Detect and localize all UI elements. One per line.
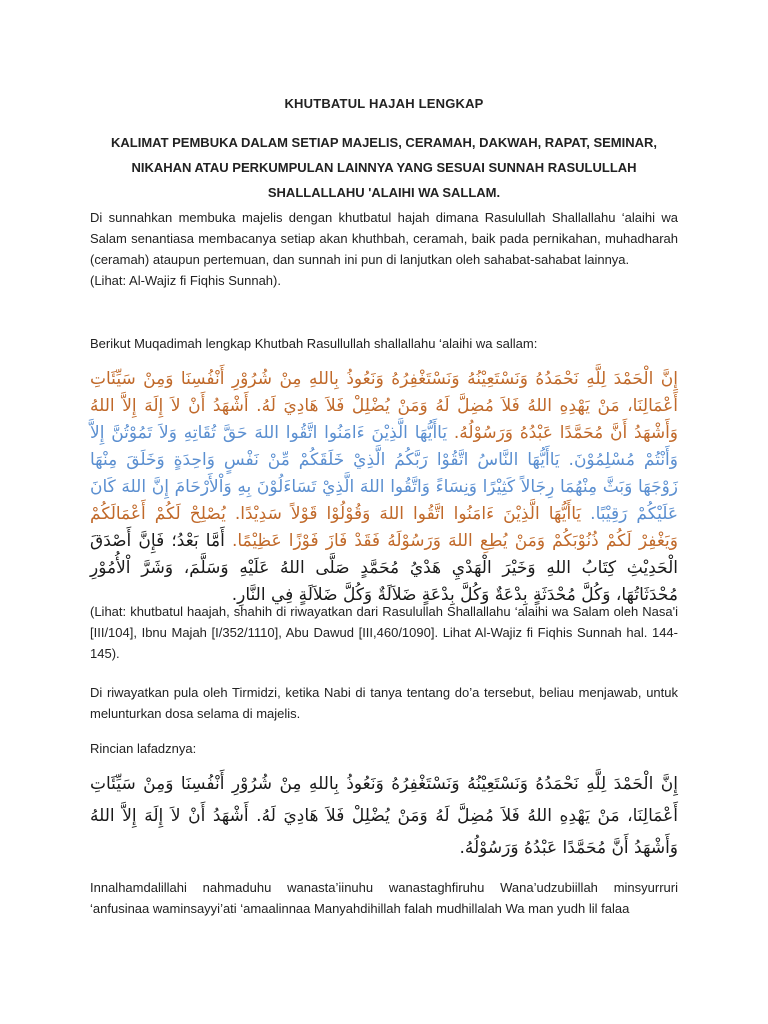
intro-paragraph	[90, 207, 678, 291]
subtitle-line: KALIMAT PEMBUKA DALAM SETIAP MAJELIS, CERAMAH, DAKWAH, RAPAT, SEMINAR,	[111, 135, 657, 150]
arabic-segment-verses: يَاأَيُّهَا الَّذِيْنَ ءَامَنُوا اتَّقُوا اللهَ حَقَّ تُقَاتِهِ وَلاَ تَمُوْتُنَّ إِلاَّ وَأَنْتُمْ مُسْلِمُوْنَ. يَاأَيُّهَا النَّاسُ اتَّقُوْا رَبَّكُمُ الَّذِيْ خَلَقَكُمْ مِّنْ نَفْسٍ وَاحِدَةٍ وَخَلَقَ مِنْهَا زَوْجَهَا وَبَثَّ مِنْهُمَا رِجَالاً كَثِيْرًا وَنِسَاءً وَاتَّقُوا اللهَ الَّذِيْ تَسَاءَلُوْنَ بِهِ وَاْلأَرْحَامَ إِنَّ اللهَ كَانَ عَلَيْكُمْ رَقِيْبًا.	[90, 423, 679, 524]
arabic-segment-opening: إِنَّ الْحَمْدَ لِلَّهِ نَحْمَدُهُ وَنَسْتَعِيْنُهُ وَنَسْتَغْفِرُهُ وَنَعُوذُ بِاللهِ مِنْ شُرُوْرِ أَنْفُسِنَا وَمِنْ سَيِّئَاتِ أَعْمَالِنَا، مَنْ يَهْدِهِ اللهُ فَلاَ مُضِلَّ لَهُ وَمَنْ يُضْلِلْ فَلاَ هَادِيَ لَهُ. أَشْهَدُ أَنْ لاَ إِلَهَ إِلاَّ اللهُ وَأَشْهَدُ أَنَّ مُحَمَّدًا عَبْدُهُ وَرَسُوْلُهُ.	[90, 369, 678, 443]
hadith-reference: (Lihat: khutbatul haajah, shahih di riwayatkan dari Rasulullah Shallallahu ‘alaihi wa Salam oleh Nasa'i [III/104], Ibnu Majah [I/352/1110], Abu Dawud [III,460/1090]. Lihat Al-Wajiz fi Fiqhis Sunnah hal. 144-145).	[90, 604, 678, 661]
subtitle-line: NIKAHAN ATAU PERKUMPULAN LAINNYA YANG SESUAI SUNNAH RASULULLAH	[131, 160, 637, 175]
arabic-segment-amma-badu: أَمَّا بَعْدُ؛ فَإِنَّ أَصْدَقَ الْحَدِيْثِ كِتَابُ اللهِ وَخَيْرَ الْهَدْيِ هَدْيُ مُحَمَّدٍ صَلَّى اللهُ عَلَيْهِ وَسَلَّمَ، وَشَرَّ اْلأُمُوْرِ مُحْدَثَاتُهَا، وَكُلَّ مُحْدَثَةٍ بِدْعَةٌ وَكُلَّ بِدْعَةٍ ضَلاَلَةٌ وَكُلَّ ضَلاَلَةٍ فِي النَّارِ.	[90, 531, 678, 605]
tirmidzi-paragraph: Di riwayatkan pula oleh Tirmidzi, ketika Nabi di tanya tentang do’a tersebut, beliau menjawab, untuk melunturkan dosa selama di majelis.	[90, 685, 678, 721]
transliteration-paragraph: Innalhamdalillahi nahmaduhu wanasta’iinuhu wanastaghfiruhu Wana’udzubiillah minsyurruri ‘anfusinaa waminsayyi’ati ‘amaalinnaa Manyahdihillah falah mudhillalah Wa man yudh lil falaa	[90, 880, 678, 916]
document-subtitle	[90, 130, 678, 205]
subtitle-line: SHALLALLAHU 'ALAIHI WA SALLAM.	[267, 185, 501, 200]
intro-text: Di sunnahkan membuka majelis dengan khutbatul hajah dimana Rasulullah Shallallahu ‘alaihi wa Salam senantiasa membacanya setiap akan khuthbah, ceramah, baik pada pernikahan, muhadharah (ceramah) ataupun pertemuan, dan sunnah ini pun di lanjutkan oleh sahabat-sahabat lainnya.	[90, 210, 678, 267]
arabic-segment-verse-ahzab: يَاأَيُّهَا الَّذِيْنَ ءَامَنُوا اتَّقُوا اللهَ وَقُوْلُوْا قَوْلاً سَدِيْدًا. يُصْلِحْ لَكُمْ أَعْمَالَكُمْ وَيَغْفِرْ لَكُمْ ذُنُوْبَكُمْ وَمَنْ يُطِعِ اللهَ وَرَسُوْلَهُ فَقَدْ فَازَ فَوْزًا عَظِيْمًا.	[90, 504, 679, 551]
document-title: KHUTBATUL HAJAH LENGKAP	[284, 96, 484, 111]
arabic-khutbah-full	[90, 366, 678, 609]
arabic-khutbah-short: إِنَّ الْحَمْدَ لِلَّهِ نَحْمَدُهُ وَنَسْتَعِيْنُهُ وَنَسْتَغْفِرُهُ وَنَعُوذُ بِاللهِ مِنْ شُرُوْرِ أَنْفُسِنَا وَمِنْ سَيِّئَاتِ أَعْمَالِنَا، مَنْ يَهْدِهِ اللهُ فَلاَ مُضِلَّ لَهُ وَمَنْ يُضْلِلْ فَلاَ هَادِيَ لَهُ. أَشْهَدُ أَنْ لاَ إِلَهَ إِلاَّ اللهُ وَأَشْهَدُ أَنَّ مُحَمَّدًا عَبْدُهُ وَرَسُوْلُهُ.	[90, 774, 678, 858]
rincian-label: Rincian lafadznya:	[90, 741, 197, 756]
muqadimah-label: Berikut Muqadimah lengkap Khutbah Rasullullah shallallahu ‘alaihi wa sallam:	[90, 336, 538, 351]
intro-reference: (Lihat: Al-Wajiz fi Fiqhis Sunnah).	[90, 273, 281, 288]
